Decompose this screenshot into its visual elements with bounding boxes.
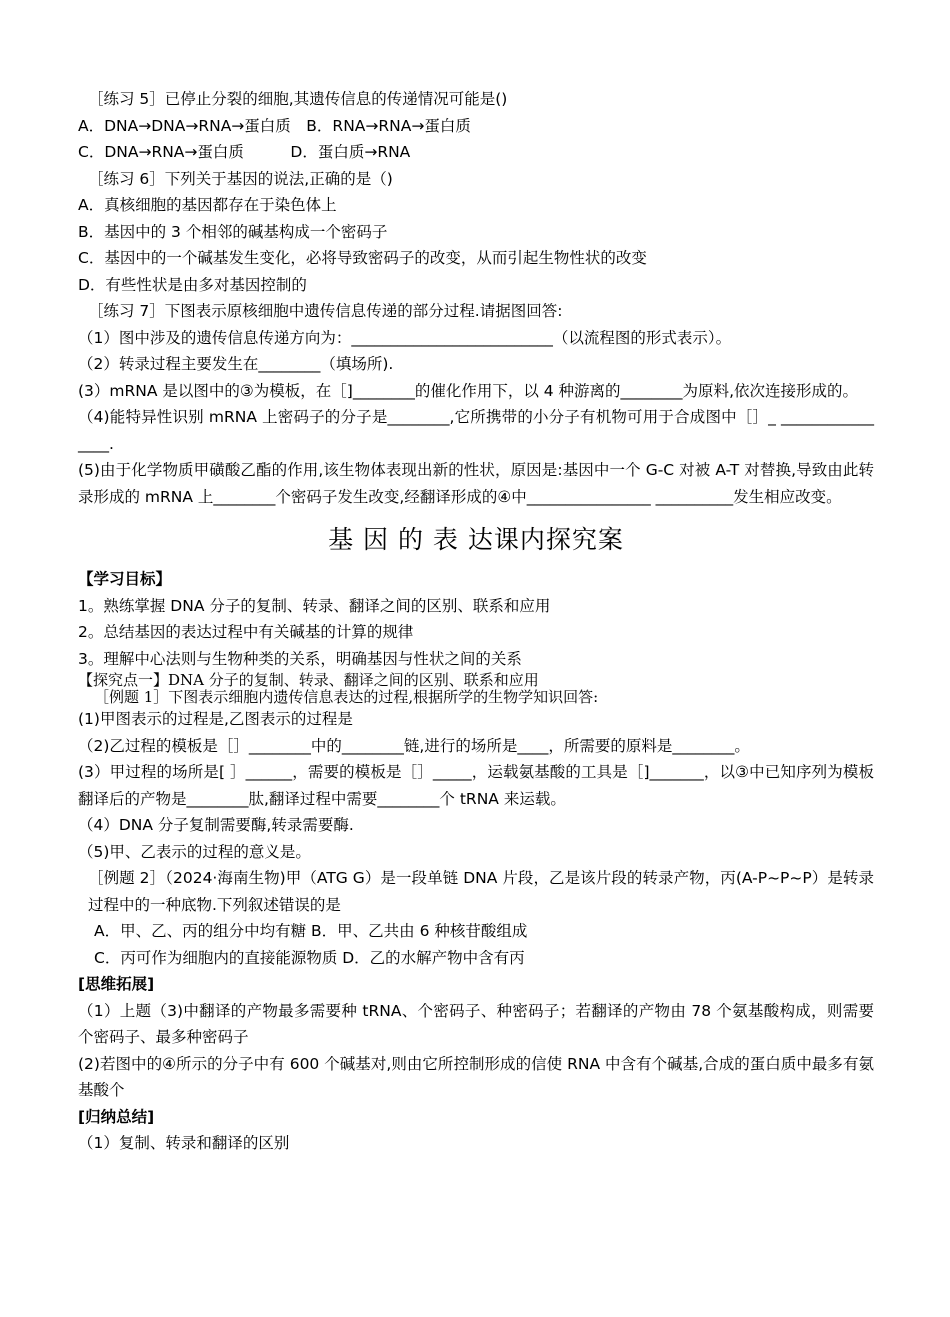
example-2-options-cd: C．丙可作为细胞内的直接能源物质 D．乙的水解产物中含有丙: [94, 948, 525, 967]
example-1-part-4: （4）DNA 分子复制需要酶,转录需要酶.: [78, 816, 354, 834]
learning-goal-1: 1。熟练掌握 DNA 分子的复制、转录、翻译之间的区别、联系和应用: [78, 596, 551, 615]
example-1-part-1: (1)甲图表示的过程是,乙图表示的过程是: [78, 710, 353, 728]
thinking-expansion-part-2: (2)若图中的④所示的分子中有 600 个碱基对,则由它所控制形成的信使 RNA 中含有个碱基,合成的蛋白质中最多有氨基酸个: [78, 1054, 874, 1099]
exercise-5-options-cd: C．DNA→RNA→蛋白质 D．蛋白质→RNA: [78, 143, 411, 161]
summary-header: [归纳总结]: [78, 1107, 155, 1126]
example-1-part-5: （5)甲、乙表示的过程的意义是。: [78, 842, 311, 861]
example-1-part-3: (3）甲过程的场所是[ ］______，需要的模板是［］_____，运载氨基酸的工具是［]_______，以③中已知序列为模板翻译后的产物是________肽,翻译过程中需要________个 tRNA 来运载。: [78, 763, 874, 808]
explore-point-1: 【探究点一】DNA 分子的复制、转录、翻译之间的区别、联系和应用: [78, 672, 539, 689]
learning-goals-header: 【学习目标】: [78, 570, 172, 588]
exercise-7-part-3: (3）mRNA 是以图中的③为模板，在［]________的催化作用下，以 4 种游离的________为原料,依次连接形成的。: [78, 381, 858, 400]
exercise-6-option-d: D．有些性状是由多对基因控制的: [78, 275, 307, 294]
exercise-6-option-a: A．真核细胞的基因都存在于染色体上: [78, 196, 337, 214]
section-title: 基 因 的 表 达课内探究案: [328, 525, 624, 554]
example-1-question: ［例题 1］下图表示细胞内遗传信息表达的过程,根据所学的生物学知识回答:: [94, 689, 599, 706]
exercise-7-part-2: （2）转录过程主要发生在________（填场所).: [78, 355, 394, 373]
thinking-expansion-part-1: （1）上题（3)中翻译的产物最多需要种 tRNA、个密码子、种密码子；若翻译的产物由 78 个氨基酸构成，则需要个密码子、最多种密码子: [78, 1001, 874, 1046]
exercise-7-question: ［练习 7］下图表示原核细胞中遗传信息传递的部分过程.请据图回答:: [88, 302, 563, 320]
thinking-expansion-header: [思维拓展]: [78, 975, 155, 993]
example-1-part-2: （2)乙过程的模板是［］________中的________链,进行的场所是____，所需要的原料是________。: [78, 736, 750, 755]
exercise-7-part-4: （4)能特异性识别 mRNA 上密码子的分子是________,它所携带的小分子有机物可用于合成图中［］_ ________________.: [78, 408, 874, 453]
learning-goal-3: 3。理解中心法则与生物种类的关系，明确基因与性状之间的关系: [78, 649, 522, 668]
exercise-6-option-c: C．基因中的一个碱基发生变化，必将导致密码子的改变，从而引起生物性状的改变: [78, 249, 647, 267]
exercise-6-option-b: B．基因中的 3 个相邻的碱基构成一个密码子: [78, 222, 388, 241]
document-page: [78, 86, 874, 1157]
exercise-5-options-ab: A．DNA→DNA→RNA→蛋白质 B．RNA→RNA→蛋白质: [78, 116, 471, 135]
exercise-6-question: ［练习 6］下列关于基因的说法,正确的是（): [88, 169, 393, 188]
example-2-options-ab: A．甲、乙、丙的组分中均有糖 B．甲、乙共由 6 种核苷酸组成: [94, 922, 528, 940]
exercise-7-part-5: (5)由于化学物质甲磺酸乙酯的作用,该生物体表现出新的性状，原因是:基因中一个 G-C 对被 A-T 对替换,导致由此转录形成的 mRNA 上________个密码子发生改变,经翻译形成的④中________________ __________发生相应改变。: [78, 461, 874, 506]
summary-part-1: （1）复制、转录和翻译的区别: [78, 1134, 290, 1152]
exercise-7-part-1: （1）图中涉及的遗传信息传递方向为：__________________________（以流程图的形式表示）。: [78, 328, 732, 347]
exercise-5-question: ［练习 5］已停止分裂的细胞,其遗传信息的传递情况可能是(): [88, 90, 508, 108]
example-2-question: ［例题 2］（2024·海南生物)甲（ATG G）是一段单链 DNA 片段，乙是该片段的转录产物，丙(A-P~P~P）是转录过程中的一种底物.下列叙述错误的是: [88, 869, 874, 914]
learning-goal-2: 2。总结基因的表达过程中有关碱基的计算的规律: [78, 623, 414, 641]
